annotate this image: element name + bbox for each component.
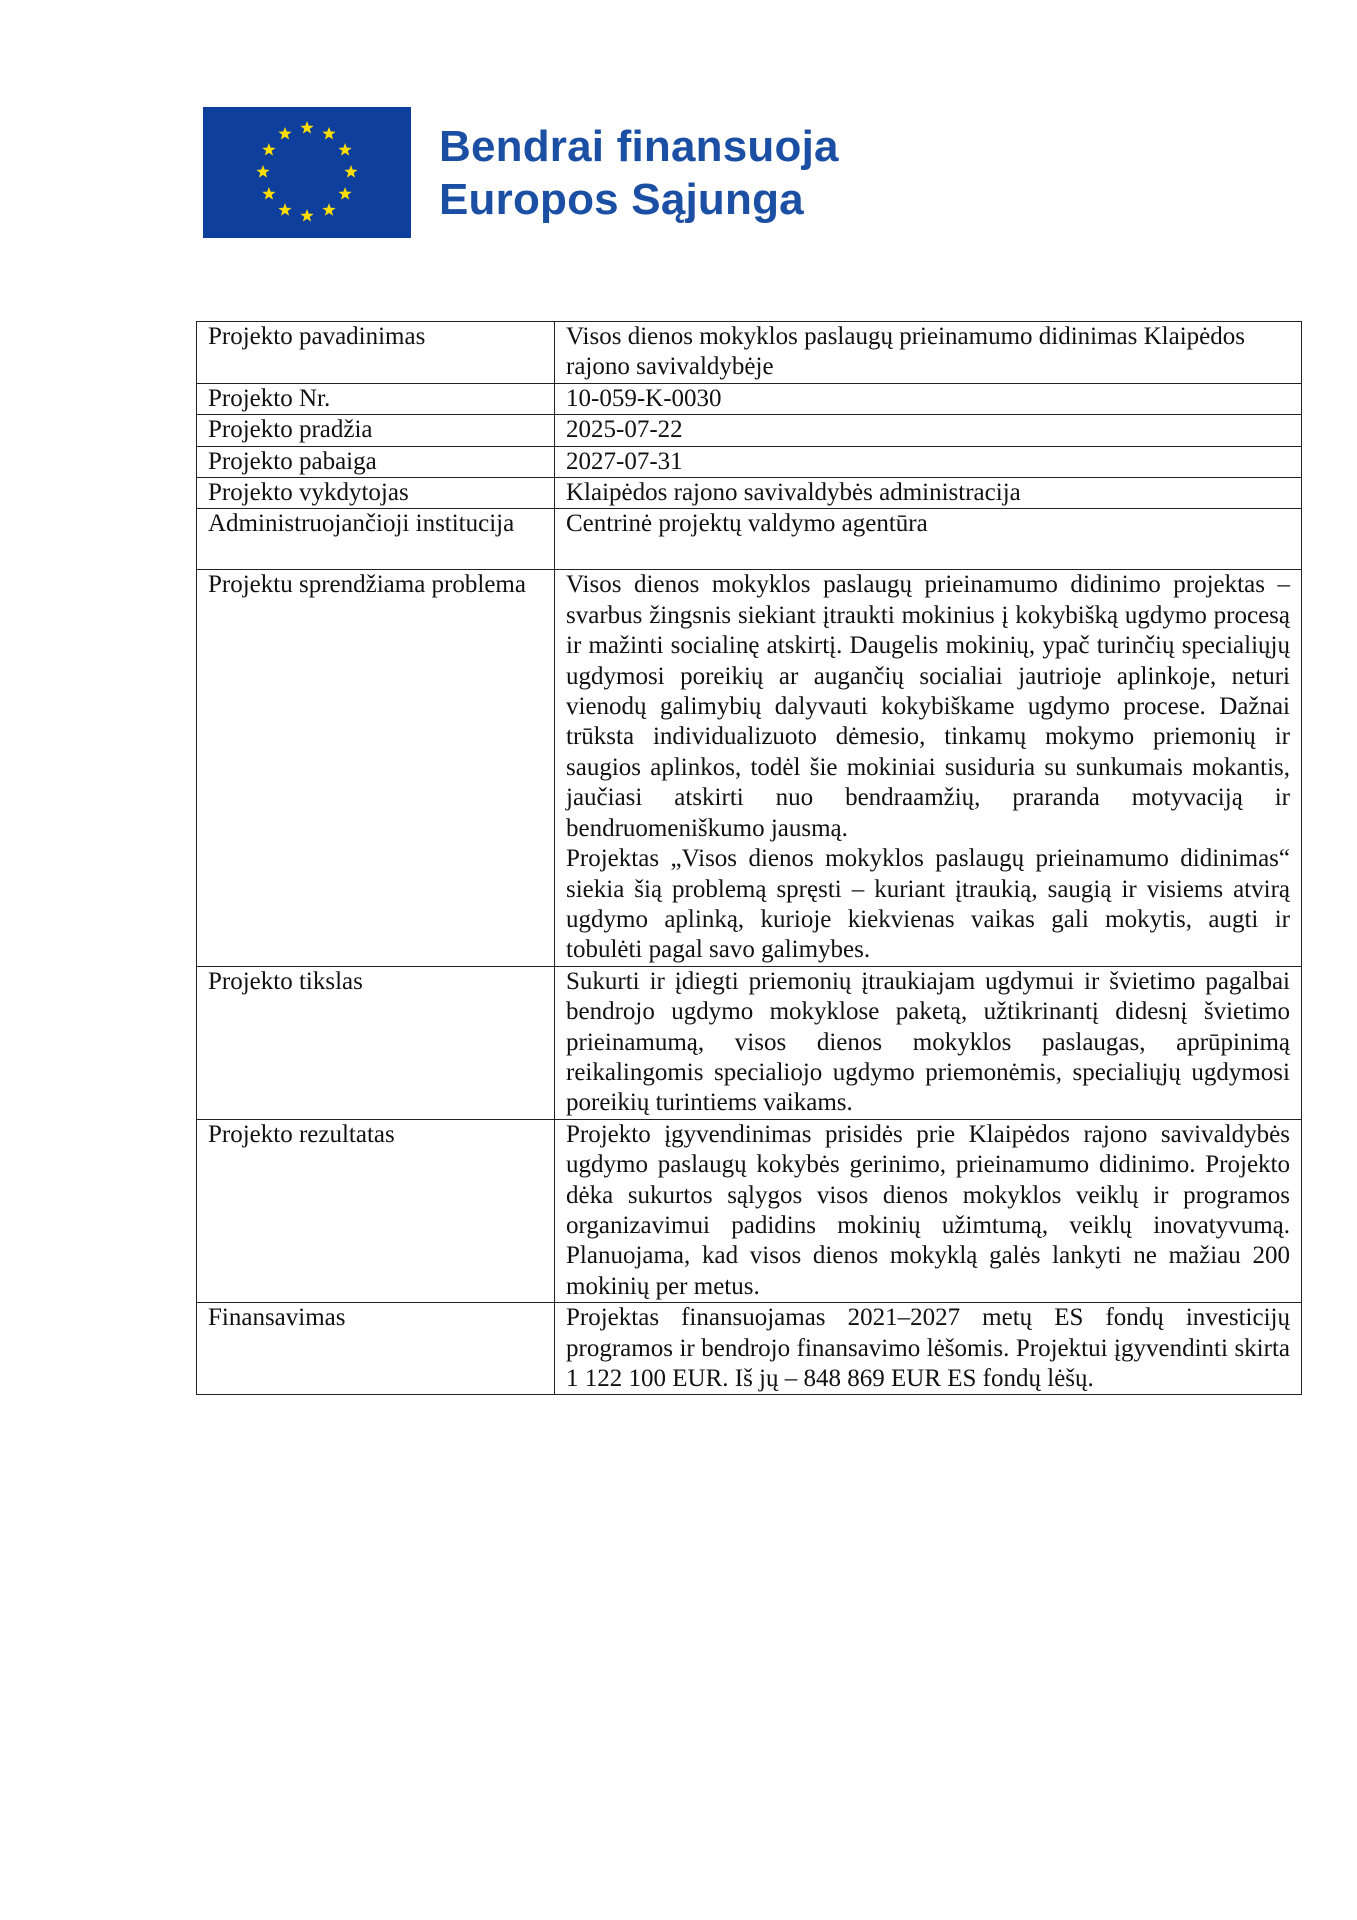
project-info-table	[196, 321, 1302, 1395]
problem-paragraph-1: Visos dienos mokyklos paslaugų prieinamumo didinimo projektas – svarbus žingsnis siekiant įtraukti mokinius į kokybišką ugdymo procesą ir mažinti socialinę atskirtį. Daugelis mokinių, ypač turinčių specialiųjų ugdymosi poreikių ar augančių socialiai jautrioje aplinkoje, neturi vienodų galimybių dalyvauti kokybiškame ugdymo procese. Dažnai trūksta individualizuoto dėmesio, tinkamų mokymo priemonių ir saugios aplinkos, todėl šie mokiniai susiduria su sunkumais mokantis, jaučiasi atskirti nuo bendraamžių, praranda motyvaciją ir bendruomeniškumo jausmą.	[566, 571, 1290, 842]
star-icon	[322, 203, 335, 216]
row-label: Administruojančioji institucija	[197, 509, 555, 570]
star-icon	[278, 203, 291, 216]
row-value: 2027-07-31	[555, 446, 1302, 477]
row-label: Projekto pavadinimas	[197, 322, 555, 384]
row-label: Projekto rezultatas	[197, 1119, 555, 1302]
row-value: Sukurti ir įdiegti priemonių įtraukiajam ugdymui ir švietimo pagalbai bendrojo ugdymo mokyklose paketą, užtikrinantį didesnį švietimo prieinamumą, visos dienos mokyklos paslaugas, aprūpinimą reikalingomis specialiojo ugdymo priemonėmis, specialiųjų ugdymosi poreikių turintiems vaikams.	[555, 966, 1302, 1119]
row-value: Projekto įgyvendinimas prisidės prie Klaipėdos rajono savivaldybės ugdymo paslaugų kokybės gerinimo, prieinamumo didinimo. Projekto dėka sukurtos sąlygos visos dienos mokyklos veiklų ir programos organizavimui padidins mokinių užimtumą, veiklų inovatyvumą. Planuojama, kad visos dienos mokyklą galės lankyti ne mažiau 200 mokinių per metus.	[555, 1119, 1302, 1302]
row-label: Projekto vykdytojas	[197, 478, 555, 509]
table-row	[197, 446, 1302, 477]
star-icon	[262, 187, 275, 200]
table-row	[197, 383, 1302, 414]
star-icon	[338, 187, 351, 200]
star-icon	[262, 143, 275, 156]
table-row	[197, 1119, 1302, 1302]
row-label: Projekto tikslas	[197, 966, 555, 1119]
table-row	[197, 570, 1302, 966]
logo-line-2: Europos Sąjunga	[439, 174, 804, 224]
table-row	[197, 415, 1302, 446]
star-icon	[338, 143, 351, 156]
logo-line-1: Bendrai finansuoja	[439, 121, 839, 171]
row-value: Projektas finansuojamas 2021–2027 metų ES fondų investicijų programos ir bendrojo finansavimo lėšomis. Projektui įgyvendinti skirta 1 122 100 EUR. Iš jų – 848 869 EUR ES fondų lėšų.	[555, 1303, 1302, 1395]
table-row	[197, 1303, 1302, 1395]
row-value: Centrinė projektų valdymo agentūra	[555, 509, 1302, 570]
eu-stars-icon	[203, 107, 411, 238]
row-label: Projekto Nr.	[197, 383, 555, 414]
eu-flag	[203, 107, 411, 238]
table-row	[197, 322, 1302, 384]
row-value: 10-059-K-0030	[555, 383, 1302, 414]
problem-paragraph-2: Projektas „Visos dienos mokyklos paslaugų prieinamumo didinimas“ siekia šią problemą spręsti – kuriant įtraukią, saugią ir visiems atvirą ugdymo aplinką, kurioje kiekvienas vaikas gali mokytis, augti ir tobulėti pagal savo galimybes.	[566, 845, 1290, 964]
row-value: Klaipėdos rajono savivaldybės administracija	[555, 478, 1302, 509]
eu-logo	[203, 107, 839, 238]
star-icon	[344, 165, 357, 178]
star-icon	[322, 127, 335, 140]
logo-caption	[439, 120, 839, 226]
row-value: 2025-07-22	[555, 415, 1302, 446]
star-icon	[300, 121, 313, 134]
table-row	[197, 966, 1302, 1119]
row-label: Projekto pradžia	[197, 415, 555, 446]
row-value: Visos dienos mokyklos paslaugų prieinamumo didinimas Klaipėdos rajono savivaldybėje	[555, 322, 1302, 384]
star-icon	[256, 165, 269, 178]
table-row	[197, 478, 1302, 509]
row-label: Finansavimas	[197, 1303, 555, 1395]
star-icon	[278, 127, 291, 140]
row-label: Projekto pabaiga	[197, 446, 555, 477]
row-value	[555, 570, 1302, 966]
star-icon	[300, 209, 313, 222]
row-label: Projektu sprendžiama problema	[197, 570, 555, 966]
table-row	[197, 509, 1302, 570]
